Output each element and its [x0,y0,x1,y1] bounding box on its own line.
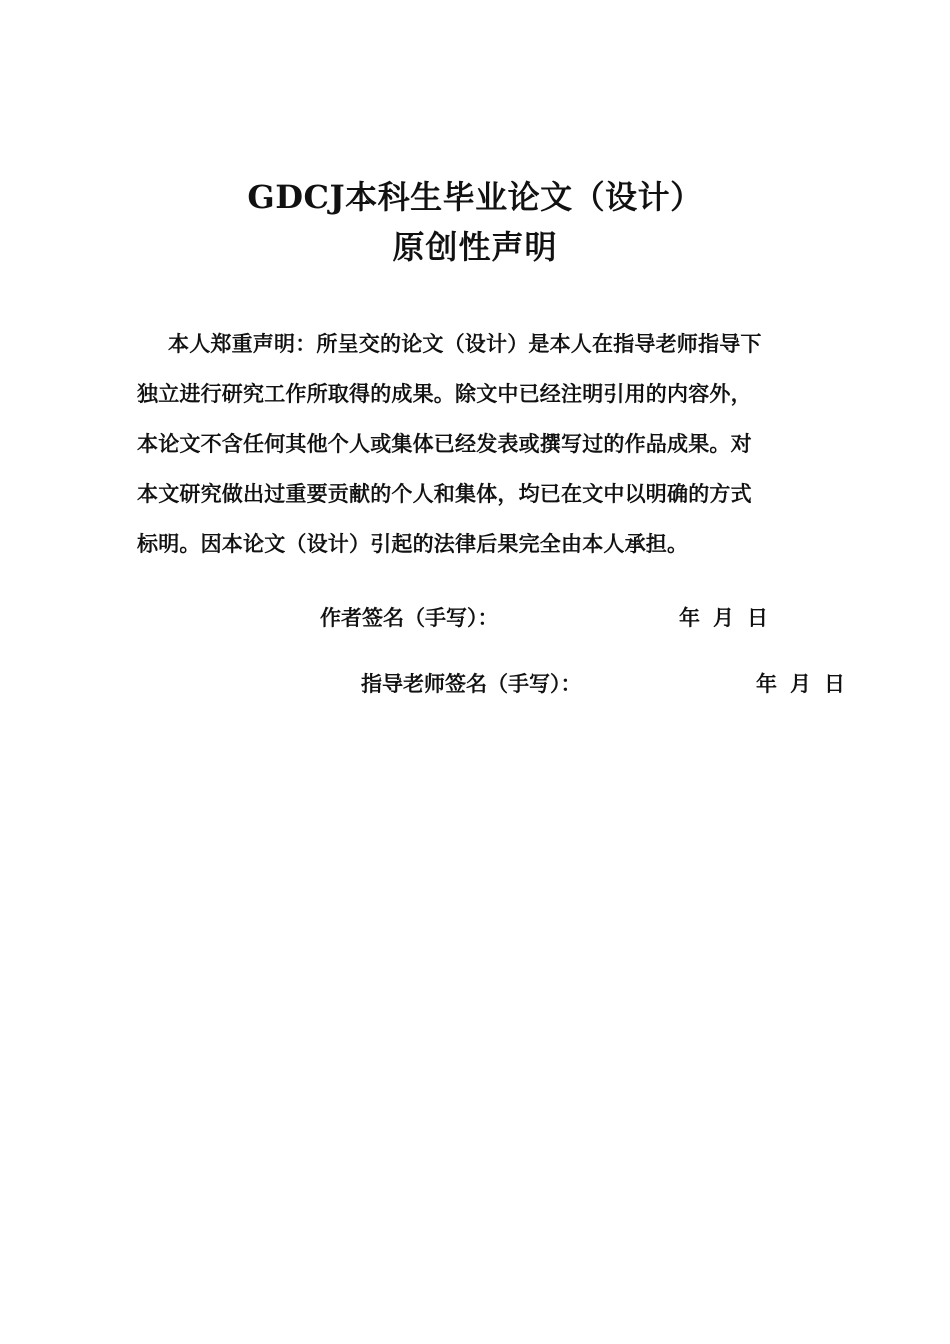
document-title: GDCJ本科生毕业论文（设计） [247,178,703,216]
author-signature-date [679,602,768,632]
advisor-date-month: 月 [790,671,811,696]
statement-line-3: 本论文不含任何其他个人或集体已经发表或撰写过的作品成果。对 [137,431,752,456]
advisor-date-day: 日 [824,671,845,696]
statement-line-1: 本人郑重声明：所呈交的论文（设计）是本人在指导老师指导下 [168,331,762,356]
author-signature-label: 作者签名（手写）： [320,605,499,630]
statement-line-2: 独立进行研究工作所取得的成果。除文中已经注明引用的内容外， [137,381,752,406]
statement-line-5: 标明。因本论文（设计）引起的法律后果完全由本人承担。 [137,531,689,556]
author-date-year: 年 [679,605,700,630]
advisor-signature-date [756,668,845,698]
statement-line-4: 本文研究做出过重要贡献的个人和集体，均已在文中以明确的方式 [137,481,752,506]
advisor-date-year: 年 [756,671,777,696]
document-subtitle: 原创性声明 [392,228,558,266]
author-date-day: 日 [747,605,768,630]
advisor-signature-label: 指导老师签名（手写）： [361,671,582,696]
author-date-month: 月 [713,605,734,630]
